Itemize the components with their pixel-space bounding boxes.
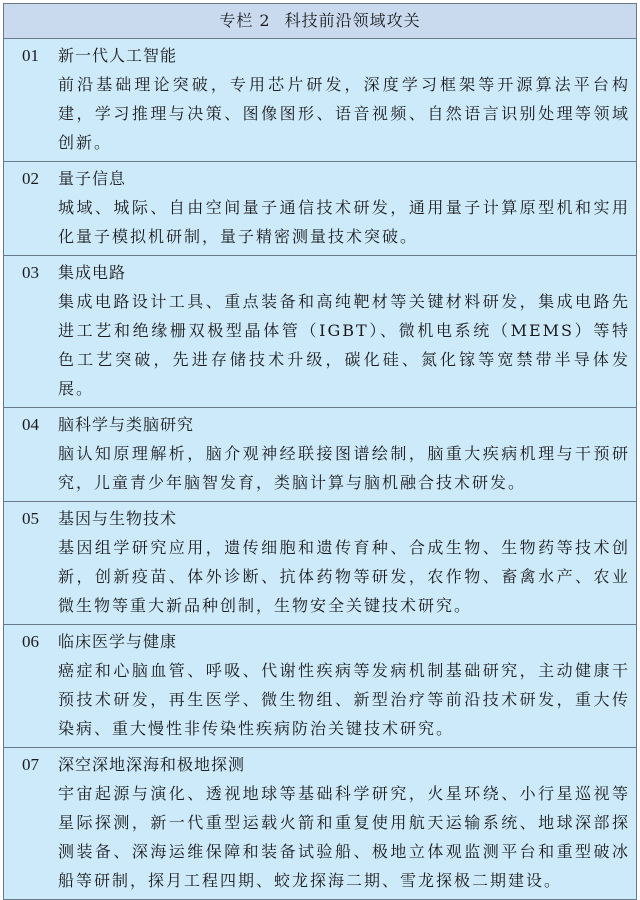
item-title: 临床医学与健康 (58, 632, 178, 651)
item-number: 02 (22, 169, 39, 188)
column-label: 专栏 2 (219, 11, 271, 30)
row-heading (4, 41, 636, 70)
item-title: 基因与生物技术 (58, 509, 178, 528)
table-row (4, 748, 636, 899)
table-header (4, 4, 636, 39)
item-description: 基因组学研究应用，遗传细胞和遗传育种、合成生物、生物药等技术创新，创新疫苗、体外诊断、抗体药物等研发，农作物、畜禽水产、农业微生物等重大新品种创制，生物安全关键技术研究。 (58, 538, 630, 615)
item-description: 宇宙起源与演化、透视地球等基础科学研究，火星环绕、小行星巡视等星际探测，新一代重型运载火箭和重复使用航天运输系统、地球深部探测装备、深海运维保障和装备试验船、极地立体观监测平台和重型破冰船等研制，探月工程四期、蛟龙探海二期、雪龙探极二期建设。 (58, 784, 630, 890)
feature-table (3, 3, 637, 900)
item-title: 量子信息 (58, 169, 127, 188)
table-row (4, 162, 636, 256)
item-number: 05 (22, 509, 39, 528)
item-description: 集成电路设计工具、重点装备和高纯靶材等关键材料研发，集成电路先进工艺和绝缘栅双极型晶体管（IGBT）、微机电系统（MEMS）等特色工艺突破，先进存储技术升级，碳化硅、氮化镓等宽禁带半导体发展。 (58, 292, 630, 398)
row-heading (4, 504, 636, 533)
table-row (4, 256, 636, 408)
item-number: 06 (22, 632, 39, 651)
item-number: 04 (22, 415, 39, 434)
table-row (4, 502, 636, 625)
table-title: 科技前沿领域攻关 (284, 11, 421, 30)
item-title: 集成电路 (58, 263, 127, 282)
item-title: 深空深地深海和极地探测 (58, 755, 246, 774)
table-row (4, 408, 636, 502)
item-number: 01 (22, 46, 39, 65)
row-heading (4, 164, 636, 193)
item-number: 07 (22, 755, 39, 774)
item-description: 城域、城际、自由空间量子通信技术研发，通用量子计算原型机和实用化量子模拟机研制，量子精密测量技术突破。 (58, 198, 630, 246)
table-row (4, 39, 636, 162)
item-number: 03 (22, 263, 39, 282)
row-heading (4, 410, 636, 439)
item-description: 脑认知原理解析，脑介观神经联接图谱绘制，脑重大疾病机理与干预研究，儿童青少年脑智发育，类脑计算与脑机融合技术研发。 (58, 444, 630, 492)
row-heading (4, 258, 636, 287)
item-description: 前沿基础理论突破，专用芯片研发，深度学习框架等开源算法平台构建，学习推理与决策、图像图形、语音视频、自然语言识别处理等领域创新。 (58, 75, 630, 152)
row-heading (4, 750, 636, 779)
row-heading (4, 627, 636, 656)
item-title: 新一代人工智能 (58, 46, 178, 65)
table-body (4, 39, 636, 899)
item-description: 癌症和心脑血管、呼吸、代谢性疾病等发病机制基础研究，主动健康干预技术研发，再生医学、微生物组、新型治疗等前沿技术研发，重大传染病、重大慢性非传染性疾病防治关键技术研究。 (58, 661, 630, 738)
item-title: 脑科学与类脑研究 (58, 415, 195, 434)
table-row (4, 625, 636, 748)
